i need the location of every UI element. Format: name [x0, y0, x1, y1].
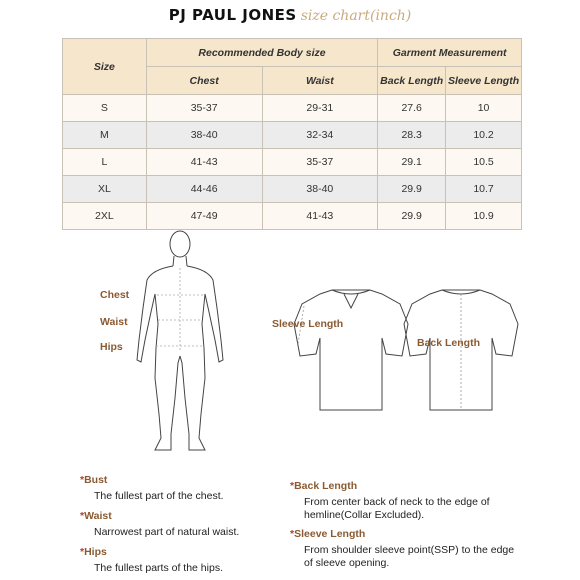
- brand-name: PJ PAUL JONES: [168, 6, 297, 24]
- garment-header: Garment Measurement: [378, 39, 522, 67]
- size-table: [62, 38, 522, 230]
- legend-title: Bust: [84, 474, 108, 486]
- legend-title: Sleeve Length: [294, 528, 366, 540]
- legend-desc: From center back of neck to the edge of hemline(Collar Excluded).: [304, 496, 490, 521]
- waist-cell: 32-34: [262, 122, 378, 149]
- sleeve-length-cell: 10.5: [446, 149, 522, 176]
- legend-hips: [80, 546, 280, 575]
- back-length-header: Back Length: [378, 67, 446, 95]
- chest-cell: 44-46: [146, 176, 262, 203]
- legend-back-length: [290, 480, 520, 522]
- chest-cell: 41-43: [146, 149, 262, 176]
- back-length-cell: 29.9: [378, 203, 446, 230]
- body-size-header: Recommended Body size: [146, 39, 377, 67]
- table-row: [63, 149, 522, 176]
- star-icon: *: [80, 474, 85, 486]
- size-header: Size: [63, 39, 147, 95]
- legend-bust: [80, 474, 280, 503]
- star-icon: *: [80, 510, 85, 522]
- sleeve-length-cell: 10.9: [446, 203, 522, 230]
- legend-waist: [80, 510, 280, 539]
- sleeve-length-cell: 10: [446, 95, 522, 122]
- size-cell: S: [63, 95, 147, 122]
- legend-desc: From shoulder sleeve point(SSP) to the edge of sleeve opening.: [304, 544, 515, 569]
- chest-header: Chest: [146, 67, 262, 95]
- star-icon: *: [290, 528, 295, 540]
- size-cell: M: [63, 122, 147, 149]
- chest-cell: 47-49: [146, 203, 262, 230]
- size-cell: 2XL: [63, 203, 147, 230]
- chart-title: [0, 6, 580, 32]
- legend-title: Back Length: [294, 480, 358, 492]
- legend-sleeve-length: [290, 528, 520, 570]
- legend-title: Hips: [84, 546, 107, 558]
- size-cell: L: [63, 149, 147, 176]
- size-cell: XL: [63, 176, 147, 203]
- waist-cell: 29-31: [262, 95, 378, 122]
- back-length-cell: 27.6: [378, 95, 446, 122]
- sleeve-length-header: Sleeve Length: [446, 67, 522, 95]
- table-row: [63, 95, 522, 122]
- chest-cell: 38-40: [146, 122, 262, 149]
- table-row: [63, 122, 522, 149]
- star-icon: *: [80, 546, 85, 558]
- legend-desc: Narrowest part of natural waist.: [94, 526, 240, 538]
- sleeve-length-label: Sleeve Length: [272, 318, 344, 330]
- waist-label: Waist: [100, 316, 128, 328]
- body-figure-icon: [125, 228, 235, 458]
- waist-cell: 41-43: [262, 203, 378, 230]
- chest-cell: 35-37: [146, 95, 262, 122]
- back-length-label: Back Length: [417, 337, 481, 349]
- back-length-cell: 28.3: [378, 122, 446, 149]
- back-length-cell: 29.1: [378, 149, 446, 176]
- waist-header: Waist: [262, 67, 378, 95]
- chest-label: Chest: [100, 289, 130, 301]
- legend-desc: The fullest part of the chest.: [94, 490, 224, 502]
- sleeve-length-cell: 10.2: [446, 122, 522, 149]
- table-row: [63, 176, 522, 203]
- back-length-cell: 29.9: [378, 176, 446, 203]
- waist-cell: 38-40: [262, 176, 378, 203]
- hips-label: Hips: [100, 341, 123, 353]
- table-row: [63, 203, 522, 230]
- star-icon: *: [290, 480, 295, 492]
- waist-cell: 35-37: [262, 149, 378, 176]
- legend-title: Waist: [84, 510, 112, 522]
- shirt-back-icon: [400, 284, 520, 414]
- shirt-front-icon: [292, 284, 412, 414]
- size-chart-script: size chart(inch): [300, 8, 412, 24]
- sleeve-length-cell: 10.7: [446, 176, 522, 203]
- legend-desc: The fullest parts of the hips.: [94, 562, 223, 574]
